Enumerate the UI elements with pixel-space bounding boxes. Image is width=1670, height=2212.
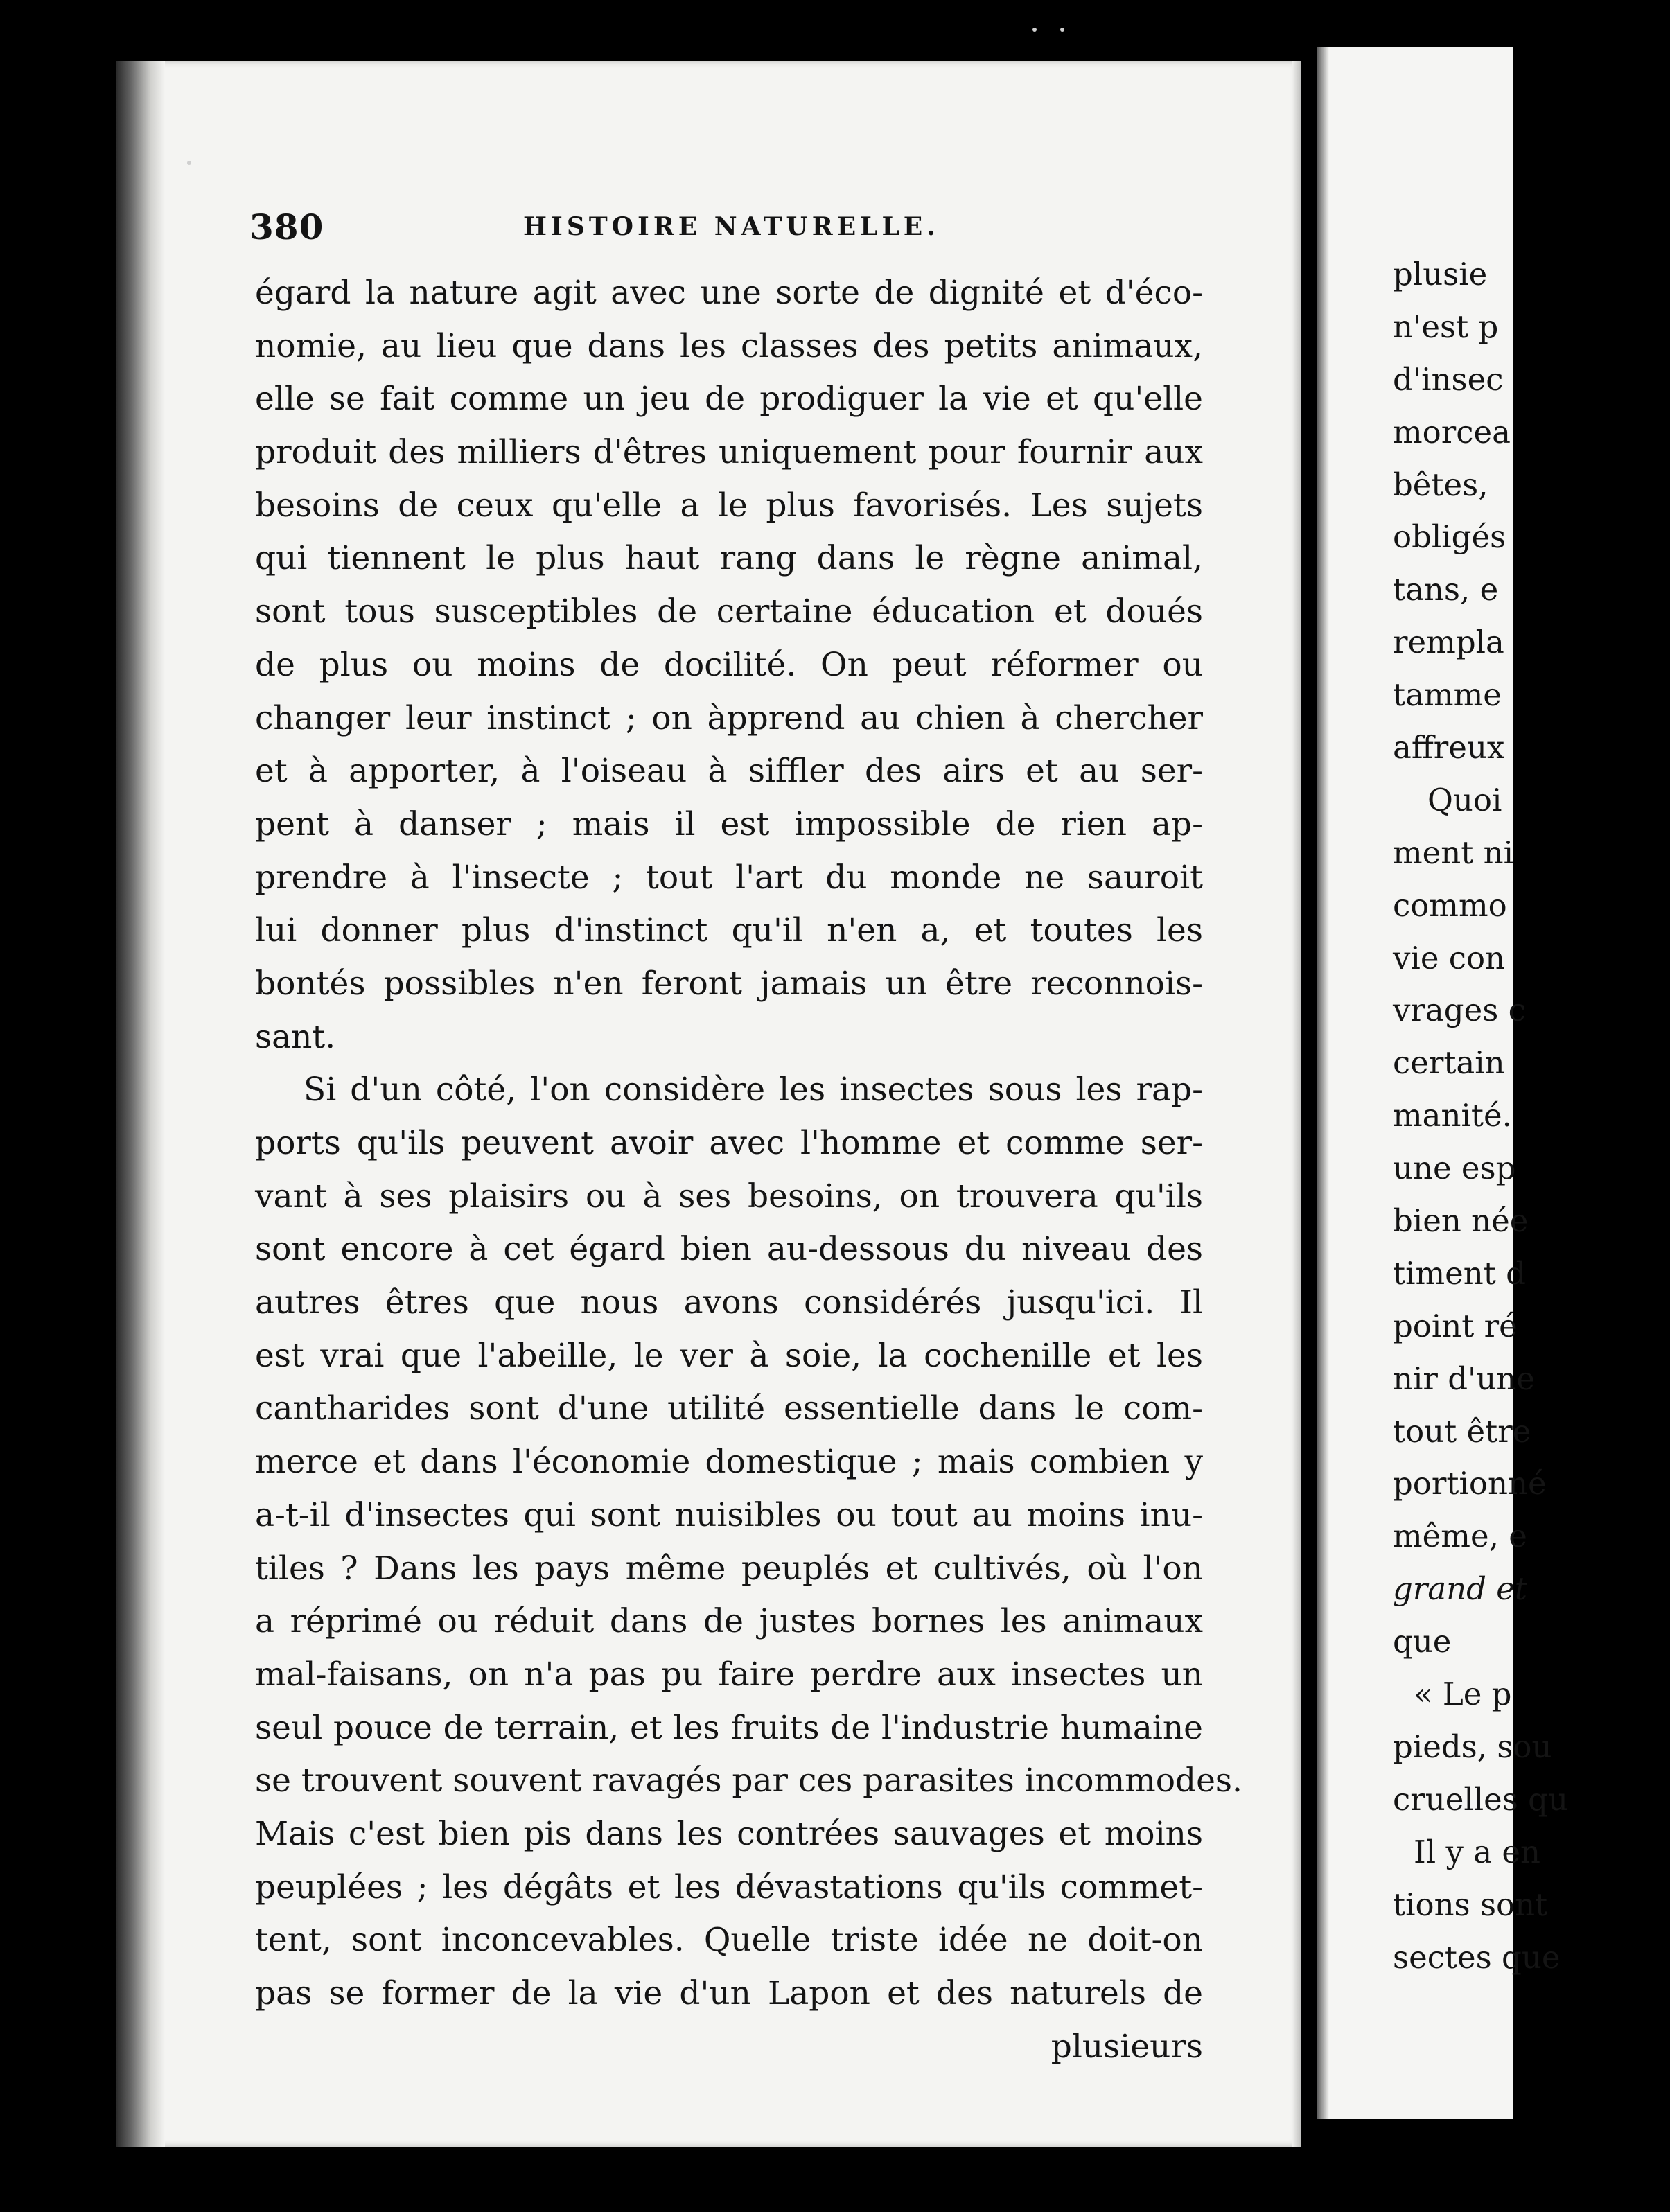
scan-dust-speck	[187, 161, 191, 165]
text-line: rempla	[1393, 624, 1504, 661]
left-page-body-text	[255, 267, 1242, 2073]
text-line: tout être	[1393, 1412, 1531, 1450]
text-line: certain	[1393, 1044, 1505, 1082]
text-line: merce et dans l'économie domestique ; mais combien y	[255, 1443, 1203, 1482]
text-line: sont encore à cet égard bien au-dessous du niveau des	[255, 1230, 1203, 1269]
text-line: manité.	[1393, 1097, 1512, 1134]
text-line: pent à danser ; mais il est impossible de rien ap-	[255, 805, 1203, 843]
scan-dust-speck	[1032, 28, 1037, 32]
text-line: bontés possibles n'en feront jamais un être reconnois-	[255, 964, 1203, 1003]
catchword: plusieurs	[1051, 2027, 1203, 2066]
text-line: commo	[1393, 886, 1507, 924]
text-line: vie con	[1393, 939, 1506, 976]
text-line: vrages c	[1393, 992, 1526, 1029]
text-line: vant à ses plaisirs ou à ses besoins, on trouvera qu'ils	[255, 1177, 1203, 1215]
scan-dust-speck	[1060, 28, 1064, 32]
text-line: ports qu'ils peuvent avoir avec l'homme et comme ser-	[255, 1124, 1203, 1162]
text-line: tamme	[1393, 676, 1502, 714]
right-page-partial	[1317, 47, 1568, 2119]
text-line: d'insec	[1393, 360, 1504, 398]
text-line: tans, e	[1393, 571, 1499, 608]
text-line: obligés	[1393, 518, 1506, 556]
text-line: sont tous susceptibles de certaine éducation et doués	[255, 592, 1203, 631]
text-line: prendre à l'insecte ; tout l'art du monde ne sauroit	[255, 858, 1203, 897]
text-line: sant.	[255, 1017, 336, 1056]
text-line: même, e	[1393, 1518, 1527, 1555]
text-line: Mais c'est bien pis dans les contrées sauvages et moins	[255, 1814, 1203, 1853]
text-line: pas se former de la vie d'un Lapon et des naturels de	[255, 1974, 1203, 2012]
page-header	[249, 207, 1202, 255]
text-line: besoins de ceux qu'elle a le plus favorisés. Les sujets	[255, 486, 1203, 525]
text-line: bêtes,	[1393, 466, 1488, 503]
text-line: a-t-il d'insectes qui sont nuisibles ou tout au moins inu-	[255, 1495, 1203, 1534]
left-page-edge	[1292, 61, 1301, 2147]
text-line: grand et	[1393, 1570, 1527, 1608]
text-line: a réprimé ou réduit dans de justes bornes les animaux	[255, 1602, 1203, 1641]
left-page-gutter-shadow	[116, 61, 165, 2147]
text-line: plusie	[1393, 256, 1488, 292]
right-page-body-text	[1393, 248, 1670, 1983]
text-line: bien née	[1393, 1202, 1529, 1240]
page-number: 380	[249, 207, 324, 247]
text-line: égard la nature agit avec une sorte de dignité et d'éco-	[255, 274, 1203, 312]
text-line: sectes que	[1393, 1938, 1561, 1976]
text-line: Il y a en	[1414, 1833, 1540, 1870]
text-line: est vrai que l'abeille, le ver à soie, la cochenille et les	[255, 1336, 1203, 1375]
text-line: peuplées ; les dégâts et les dévastations qu'ils commet-	[255, 1868, 1203, 1906]
text-line: affreux	[1393, 729, 1505, 766]
text-line: n'est p	[1393, 308, 1499, 345]
text-line: timent d	[1393, 1254, 1526, 1292]
text-line: Quoi	[1427, 781, 1502, 818]
text-line: lui donner plus d'instinct qu'il n'en a, et toutes les	[255, 911, 1203, 950]
text-line: et à apporter, à l'oiseau à siffler des airs et au ser-	[255, 752, 1203, 791]
text-line: nir d'une	[1393, 1360, 1535, 1397]
running-title: HISTOIRE NATURELLE.	[523, 212, 940, 241]
text-line: qui tiennent le plus haut rang dans le règne animal,	[255, 539, 1203, 578]
text-line: produit des milliers d'êtres uniquement pour fournir aux	[255, 433, 1203, 472]
text-line: se trouvent souvent ravagés par ces parasites incommodes.	[255, 1762, 1242, 1800]
text-line: changer leur instinct ; on àpprend au chien à chercher	[255, 699, 1203, 737]
text-line: autres êtres que nous avons considérés jusqu'ici. Il	[255, 1283, 1203, 1322]
text-line: point ré	[1393, 1307, 1518, 1344]
text-line: ment ni	[1393, 834, 1514, 871]
text-line: « Le p	[1414, 1676, 1512, 1713]
text-line: cantharides sont d'une utilité essentielle dans le com-	[255, 1389, 1203, 1428]
text-line: tent, sont inconcevables. Quelle triste idée ne doit-on	[255, 1921, 1203, 1960]
text-line: cruelles qu	[1393, 1780, 1568, 1818]
text-line: une esp	[1393, 1150, 1516, 1187]
text-line: nomie, au lieu que dans les classes des petits animaux,	[255, 326, 1203, 365]
text-line: tions sont	[1393, 1886, 1548, 1923]
text-line: que	[1393, 1623, 1452, 1660]
text-line: seul pouce de terrain, et les fruits de l'industrie humaine	[255, 1708, 1203, 1747]
text-line: de plus ou moins de docilité. On peut réformer ou	[255, 645, 1203, 684]
text-line: morcea	[1393, 413, 1511, 450]
text-line: mal-faisans, on n'a pas pu faire perdre aux insectes un	[255, 1655, 1203, 1694]
text-line: portionné	[1393, 1465, 1547, 1502]
right-page-gutter-shadow	[1317, 47, 1329, 2119]
text-line: elle se fait comme un jeu de prodiguer la vie et qu'elle	[255, 380, 1203, 419]
text-line: pieds, sou	[1393, 1728, 1552, 1765]
text-line: tiles ? Dans les pays même peuplés et cultivés, où l'on	[255, 1549, 1203, 1588]
text-line: Si d'un côté, l'on considère les insectes sous les rap-	[304, 1071, 1203, 1109]
